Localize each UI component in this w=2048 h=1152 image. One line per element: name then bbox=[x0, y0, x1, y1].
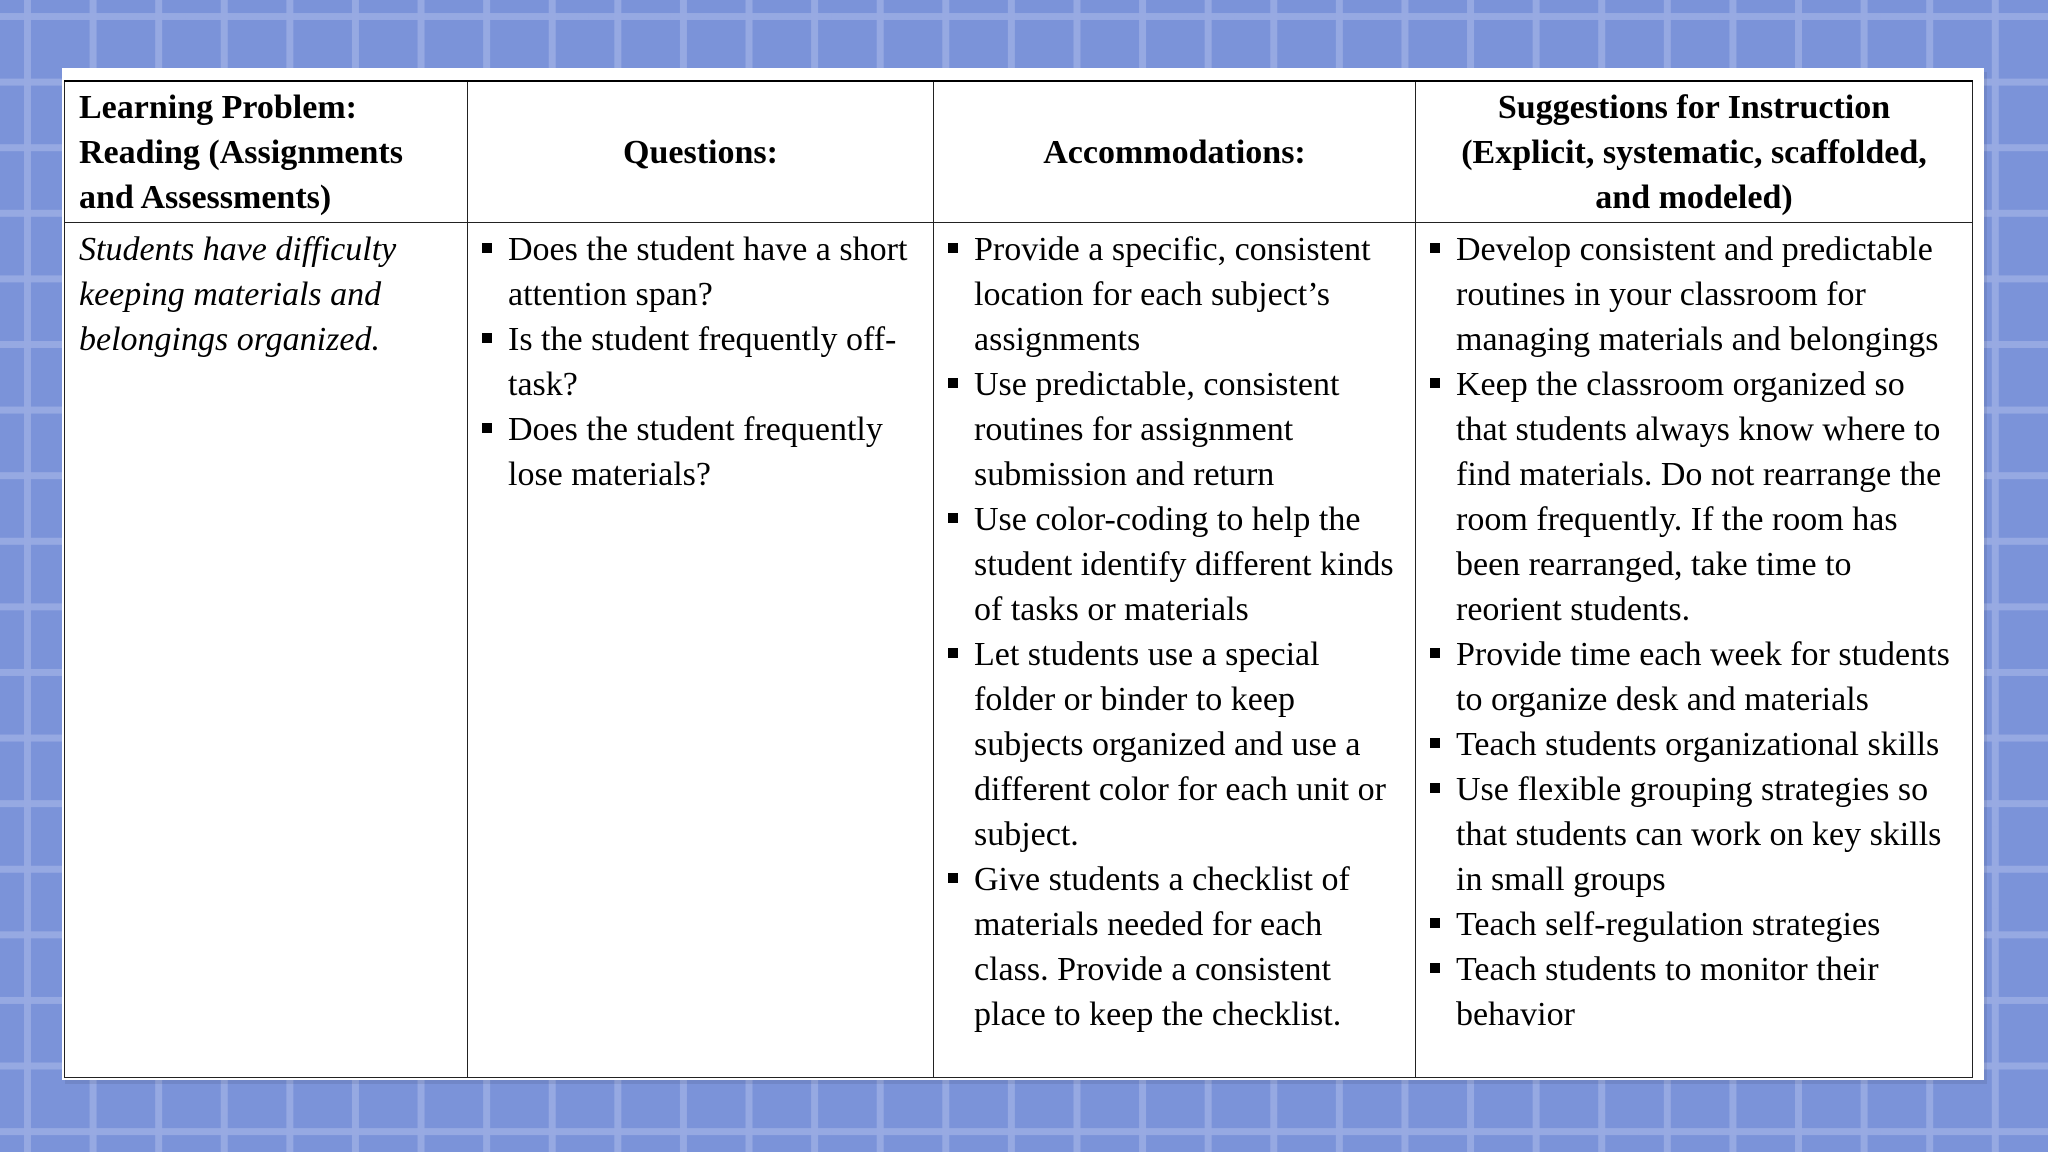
questions-cell bbox=[468, 223, 934, 1078]
accommodation-item bbox=[948, 362, 1401, 497]
suggestion-item-text: Teach self-regulation strategies bbox=[1456, 906, 1881, 943]
accommodation-item bbox=[948, 497, 1401, 632]
accommodation-item-text: Provide a specific, consistent location for each subject’s assignments bbox=[974, 231, 1371, 358]
accommodation-item-text: Give students a checklist of materials needed for each class. Provide a consistent place to keep the checklist. bbox=[974, 861, 1350, 1033]
question-item-text: Does the student frequently lose materials? bbox=[508, 411, 883, 493]
square-bullet-icon bbox=[948, 378, 958, 388]
square-bullet-icon bbox=[482, 333, 492, 343]
square-bullet-icon bbox=[482, 243, 492, 253]
square-bullet-icon bbox=[1430, 648, 1440, 658]
suggestions-list bbox=[1430, 227, 1958, 1037]
question-item bbox=[482, 317, 919, 407]
problem-description: Students have difficulty keeping materials and belongings organized. bbox=[65, 223, 468, 1078]
square-bullet-icon bbox=[948, 513, 958, 523]
header-questions: Questions: bbox=[468, 81, 934, 223]
suggestion-item bbox=[1430, 767, 1958, 902]
square-bullet-icon bbox=[482, 423, 492, 433]
header-accommodations: Accommodations: bbox=[934, 81, 1416, 223]
suggestions-cell bbox=[1416, 223, 1973, 1078]
suggestion-item-text: Provide time each week for students to organize desk and materials bbox=[1456, 636, 1950, 718]
accommodations-cell bbox=[934, 223, 1416, 1078]
header-learning-problem: Learning Problem: Reading (Assignments and Assessments) bbox=[65, 81, 468, 223]
suggestion-item bbox=[1430, 902, 1958, 947]
header-suggestions: Suggestions for Instruction (Explicit, systematic, scaffolded, and modeled) bbox=[1416, 81, 1973, 223]
accommodation-item bbox=[948, 227, 1401, 362]
suggestion-item bbox=[1430, 362, 1958, 632]
table-header-row bbox=[65, 81, 1973, 223]
question-item-text: Does the student have a short attention span? bbox=[508, 231, 908, 313]
question-item bbox=[482, 227, 919, 317]
slide bbox=[62, 68, 1984, 1080]
square-bullet-icon bbox=[1430, 243, 1440, 253]
learning-problem-table bbox=[64, 80, 1973, 1078]
accommodation-item-text: Use color-coding to help the student identify different kinds of tasks or materials bbox=[974, 501, 1394, 628]
table-row bbox=[65, 223, 1973, 1078]
accommodation-item bbox=[948, 857, 1401, 1037]
square-bullet-icon bbox=[948, 243, 958, 253]
accommodation-item-text: Use predictable, consistent routines for assignment submission and return bbox=[974, 366, 1340, 493]
questions-list bbox=[482, 227, 919, 497]
suggestion-item-text: Teach students organizational skills bbox=[1456, 726, 1940, 763]
suggestion-item-text: Keep the classroom organized so that students always know where to find materials. Do not rearrange the room frequently. If the room has been rearranged, take time to reorient students. bbox=[1456, 366, 1942, 628]
suggestion-item bbox=[1430, 227, 1958, 362]
suggestion-item-text: Develop consistent and predictable routines in your classroom for managing materials and belongings bbox=[1456, 231, 1939, 358]
square-bullet-icon bbox=[1430, 738, 1440, 748]
suggestion-item-text: Teach students to monitor their behavior bbox=[1456, 951, 1879, 1033]
square-bullet-icon bbox=[1430, 783, 1440, 793]
suggestion-item bbox=[1430, 947, 1958, 1037]
accommodations-list bbox=[948, 227, 1401, 1037]
question-item bbox=[482, 407, 919, 497]
square-bullet-icon bbox=[948, 873, 958, 883]
square-bullet-icon bbox=[1430, 378, 1440, 388]
suggestion-item bbox=[1430, 722, 1958, 767]
accommodation-item bbox=[948, 632, 1401, 857]
suggestion-item-text: Use flexible grouping strategies so that students can work on key skills in small groups bbox=[1456, 771, 1942, 898]
accommodation-item-text: Let students use a special folder or binder to keep subjects organized and use a different color for each unit or subject. bbox=[974, 636, 1386, 853]
question-item-text: Is the student frequently off-task? bbox=[508, 321, 897, 403]
square-bullet-icon bbox=[948, 648, 958, 658]
square-bullet-icon bbox=[1430, 963, 1440, 973]
suggestion-item bbox=[1430, 632, 1958, 722]
square-bullet-icon bbox=[1430, 918, 1440, 928]
